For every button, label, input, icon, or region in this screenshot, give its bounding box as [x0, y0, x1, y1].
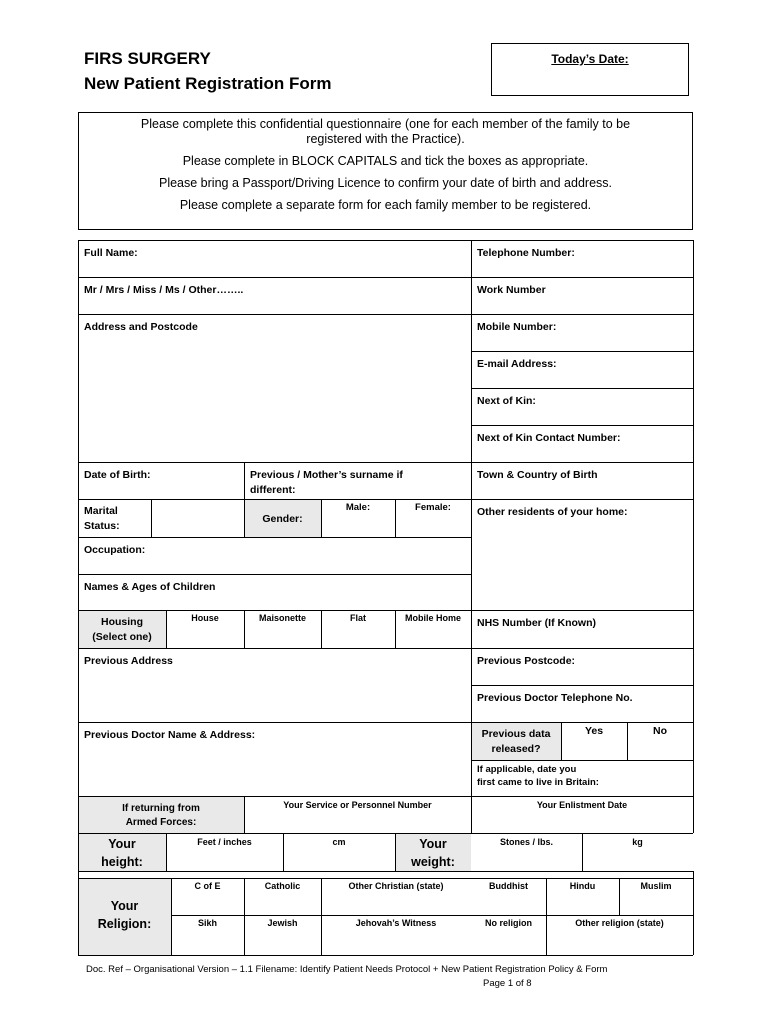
weight-label-cell [395, 833, 471, 871]
children-label: Names & Ages of Children [84, 581, 216, 593]
full-name-label: Full Name: [84, 247, 138, 259]
dob-field[interactable] [78, 462, 244, 499]
religion-option-label: Hindu [569, 881, 596, 891]
religion-cofe-checkbox[interactable] [171, 878, 244, 915]
prev-doctor-name-label: Previous Doctor Name & Address: [84, 729, 256, 741]
religion-option-label: Catholic [264, 881, 301, 891]
prev-surname-label: different: [250, 483, 296, 496]
cm-label: cm [332, 837, 346, 847]
service-number-field[interactable] [244, 796, 471, 833]
work-number-field[interactable] [471, 277, 693, 314]
date-britain-field[interactable] [471, 760, 693, 796]
height-label: Your [108, 837, 136, 851]
armed-forces-label: Armed Forces: [125, 817, 197, 828]
footer-doc-ref: Doc. Ref – Organisational Version – 1.1 Filename: Identify Patient Needs Protocol + New Patient Registration Policy & Form [86, 964, 608, 975]
next-of-kin-label: Next of Kin: [477, 395, 536, 407]
weight-label: Your [419, 837, 447, 851]
yes-label: Yes [584, 725, 604, 737]
title-label: Mr / Mrs / Miss / Ms / Other…….. [84, 284, 244, 296]
prev-postcode-field[interactable] [471, 648, 693, 685]
housing-label: Housing [101, 616, 143, 628]
prev-postcode-label: Previous Postcode: [477, 655, 576, 667]
prev-doctor-name-field[interactable] [78, 722, 471, 796]
prev-surname-label: Previous / Mother’s surname if [250, 469, 403, 481]
date-britain-label: first came to live in Britain: [477, 777, 599, 789]
prev-data-yes-checkbox[interactable] [561, 722, 627, 760]
marital-label: Status: [84, 519, 120, 532]
prev-data-label: released? [491, 742, 541, 755]
religion-hindu-checkbox[interactable] [546, 878, 619, 915]
service-number-label: Your Service or Personnel Number [283, 800, 432, 810]
nhs-number-field[interactable] [471, 610, 693, 648]
dob-label: Date of Birth: [84, 469, 151, 481]
telephone-label: Telephone Number: [477, 247, 575, 259]
marital-status-label-cell [78, 499, 151, 537]
prev-data-label: Previous data [481, 728, 551, 740]
title-field[interactable] [78, 277, 471, 314]
gender-female-checkbox[interactable] [395, 499, 471, 537]
house-label: House [191, 613, 219, 623]
work-number-label: Work Number [477, 284, 546, 296]
religion-label-cell [78, 878, 171, 955]
female-label: Female: [415, 502, 451, 513]
prev-doctor-phone-label: Previous Doctor Telephone No. [477, 692, 633, 704]
religion-option-label: C of E [194, 881, 221, 891]
town-country-field[interactable] [471, 462, 693, 499]
religion-muslim-checkbox[interactable] [619, 878, 693, 915]
housing-maisonette-checkbox[interactable] [244, 610, 321, 648]
next-of-kin-contact-label: Next of Kin Contact Number: [477, 432, 621, 444]
housing-label-cell [78, 610, 166, 648]
flat-label: Flat [349, 613, 366, 623]
instruction-line: Please complete this confidential questionnaire (one for each member of the family to be [140, 117, 631, 131]
town-country-label: Town & Country of Birth [477, 469, 598, 481]
housing-label: (Select one) [92, 630, 152, 643]
religion-option-label: Sikh [197, 918, 217, 928]
height-label: height: [101, 854, 143, 869]
nhs-number-label: NHS Number (If Known) [477, 617, 596, 629]
grid-line [693, 240, 694, 833]
surgery-name: FIRS SURGERY [84, 49, 211, 68]
weight-stones-input[interactable] [471, 833, 582, 871]
enlistment-date-field[interactable] [471, 796, 693, 833]
email-field[interactable] [471, 351, 693, 388]
height-label-cell [78, 833, 166, 871]
address-field[interactable] [78, 314, 471, 462]
gender-label-cell [244, 499, 321, 537]
religion-option-label: Buddhist [489, 881, 528, 891]
enlistment-date-label: Your Enlistment Date [536, 800, 628, 810]
grid-line [78, 871, 693, 872]
marital-status-input[interactable] [151, 499, 244, 537]
armed-forces-label: If returning from [122, 803, 200, 814]
religion-option-label: Jewish [267, 918, 298, 928]
armed-forces-label-cell [78, 796, 244, 833]
religion-other-checkbox[interactable] [546, 915, 693, 955]
weight-label: weight: [411, 854, 455, 869]
children-field[interactable] [78, 574, 471, 610]
height-feet-input[interactable] [166, 833, 283, 871]
prev-doctor-phone-field[interactable] [471, 685, 693, 722]
feet-inches-label: Feet / inches [197, 837, 252, 847]
religion-none-checkbox[interactable] [471, 915, 546, 955]
prev-address-label: Previous Address [84, 655, 173, 667]
occupation-field[interactable] [78, 537, 471, 574]
mobile-home-label: Mobile Home [404, 613, 461, 623]
height-cm-input[interactable] [283, 833, 395, 871]
grid-line [78, 955, 693, 956]
religion-option-label: Other religion (state) [575, 918, 664, 928]
mobile-field[interactable] [471, 314, 693, 351]
religion-buddhist-checkbox[interactable] [471, 878, 546, 915]
marital-label: Marital [84, 505, 118, 517]
prev-data-label-cell [471, 722, 561, 760]
kg-label: kg [632, 837, 643, 847]
occupation-label: Occupation: [84, 544, 146, 556]
prev-surname-field[interactable] [244, 462, 471, 499]
gender-label: Gender: [262, 513, 303, 525]
address-label: Address and Postcode [84, 321, 198, 333]
form-title: New Patient Registration Form [84, 74, 332, 93]
housing-mobile-home-checkbox[interactable] [395, 610, 471, 648]
other-residents-label: Other residents of your home: [477, 506, 628, 518]
instruction-line: registered with the Practice). [306, 132, 465, 146]
religion-label: Religion: [97, 916, 152, 931]
instruction-line: Please complete in BLOCK CAPITALS and tick the boxes as appropriate. [182, 154, 589, 168]
religion-option-label: Muslim [640, 881, 672, 891]
housing-flat-checkbox[interactable] [321, 610, 395, 648]
stones-label: Stones / lbs. [499, 837, 553, 847]
housing-house-checkbox[interactable] [166, 610, 244, 648]
male-label: Male: [345, 502, 371, 513]
instruction-line: Please bring a Passport/Driving Licence to confirm your date of birth and address. [158, 176, 612, 190]
religion-option-label: Other Christian (state) [348, 881, 444, 891]
religion-option-label: Jehovah’s Witness [355, 918, 437, 928]
religion-catholic-checkbox[interactable] [244, 878, 321, 915]
prev-data-no-checkbox[interactable] [627, 722, 693, 760]
next-of-kin-field[interactable] [471, 388, 693, 425]
todays-date-label: Today’s Date: [551, 52, 629, 66]
footer-page-number: Page 1 of 8 [483, 978, 532, 989]
religion-label: Your [110, 899, 139, 913]
religion-sikh-checkbox[interactable] [171, 915, 244, 955]
grid-line [693, 871, 694, 955]
email-label: E-mail Address: [477, 358, 557, 370]
mobile-label: Mobile Number: [477, 321, 557, 333]
next-of-kin-contact-field[interactable] [471, 425, 693, 462]
religion-other-christian-checkbox[interactable] [321, 878, 471, 915]
full-name-field[interactable] [78, 240, 471, 277]
no-label: No [653, 725, 667, 737]
gender-male-checkbox[interactable] [321, 499, 395, 537]
religion-option-label: No religion [485, 918, 532, 928]
other-residents-field[interactable] [471, 499, 693, 610]
religion-jehovah-checkbox[interactable] [321, 915, 471, 955]
instruction-line: Please complete a separate form for each family member to be registered. [179, 198, 592, 212]
telephone-field[interactable] [471, 240, 693, 277]
prev-address-field[interactable] [78, 648, 471, 722]
maisonette-label: Maisonette [258, 613, 306, 623]
date-britain-label: If applicable, date you [477, 764, 577, 775]
weight-kg-input[interactable] [582, 833, 693, 871]
religion-jewish-checkbox[interactable] [244, 915, 321, 955]
